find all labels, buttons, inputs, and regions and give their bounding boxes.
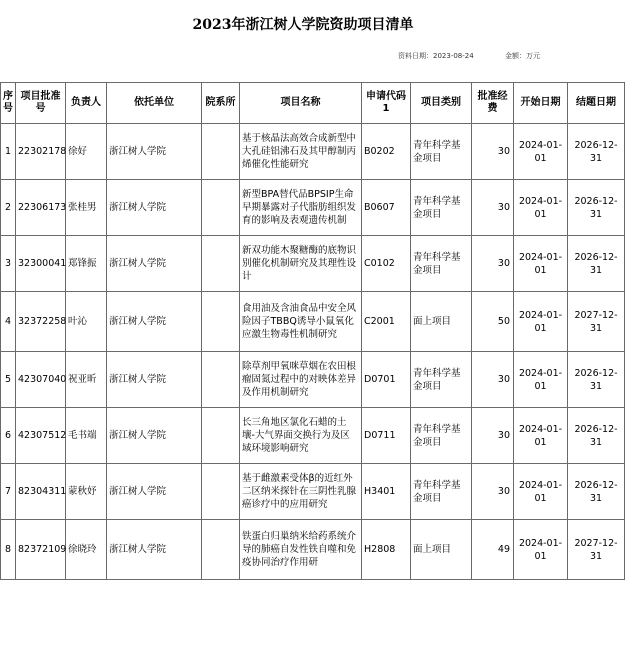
end-date-cell: 2026-12-31 <box>568 408 625 464</box>
apply-code-cell: D0711 <box>362 408 411 464</box>
end-date-cell: 2026-12-31 <box>568 464 625 520</box>
page-title: 2023年浙江树人学院资助项目清单 <box>192 17 414 33</box>
project-type-cell: 青年科学基金项目 <box>411 352 472 408</box>
project-name-cell: 新双功能木聚糖酶的底物识别催化机制研究及其理性设计 <box>240 236 362 292</box>
header-code: 申请代码1 <box>362 83 411 124</box>
project-name-cell: 基于雌激素受体β的近红外二区纳米探针在三阴性乳腺癌诊疗中的应用研究 <box>240 464 362 520</box>
row-no-cell: 3 <box>1 236 16 292</box>
fund-amount-cell: 30 <box>472 352 514 408</box>
pi-name-cell: 毛书端 <box>66 408 107 464</box>
fund-amount-cell: 50 <box>472 292 514 352</box>
row-no-cell: 7 <box>1 464 16 520</box>
start-date-cell: 2024-01-01 <box>514 464 568 520</box>
header-fund: 批准经费 <box>472 83 514 124</box>
header-project-id: 项目批准号 <box>16 83 66 124</box>
apply-code-cell: C2001 <box>362 292 411 352</box>
project-name-cell: 长三角地区氯化石蜡的土壤-大气界面交换行为及区域环境影响研究 <box>240 408 362 464</box>
project-id-cell: 42307512 <box>16 408 66 464</box>
project-type-cell: 青年科学基金项目 <box>411 408 472 464</box>
header-end: 结题日期 <box>568 83 625 124</box>
date-value: 2023-08-24 <box>433 52 474 60</box>
table-row <box>1 124 625 180</box>
project-type-cell: 面上项目 <box>411 520 472 580</box>
row-no-cell: 5 <box>1 352 16 408</box>
dept-name-cell <box>202 292 240 352</box>
fund-amount-cell: 49 <box>472 520 514 580</box>
table-row <box>1 352 625 408</box>
header-project-name: 项目名称 <box>240 83 362 124</box>
apply-code-cell: B0607 <box>362 180 411 236</box>
dept-name-cell <box>202 124 240 180</box>
funding-table <box>0 82 625 580</box>
header-no: 序号 <box>1 83 16 124</box>
header-dept: 院系所 <box>202 83 240 124</box>
project-id-cell: 82304311 <box>16 464 66 520</box>
project-name-cell: 新型BPA替代品BPSIP生命早期暴露对子代脂肪组织发育的影响及表观遗传机制 <box>240 180 362 236</box>
unit-meta <box>505 51 540 61</box>
start-date-cell: 2024-01-01 <box>514 180 568 236</box>
fund-amount-cell: 30 <box>472 464 514 520</box>
pi-name-cell: 蒙秋妤 <box>66 464 107 520</box>
project-name-cell: 食用油及含油食品中安全风险因子TBBQ诱导小鼠氧化应激生物毒性机制研究 <box>240 292 362 352</box>
row-no-cell: 1 <box>1 124 16 180</box>
project-type-cell: 青年科学基金项目 <box>411 236 472 292</box>
dept-name-cell <box>202 464 240 520</box>
project-id-cell: 82372109 <box>16 520 66 580</box>
project-name-cell: 除草剂甲氧咪草烟在农田根瘤固氮过程中的对映体差异及作用机制研究 <box>240 352 362 408</box>
org-name-cell: 浙江树人学院 <box>107 236 202 292</box>
end-date-cell: 2026-12-31 <box>568 124 625 180</box>
row-no-cell: 2 <box>1 180 16 236</box>
fund-amount-cell: 30 <box>472 180 514 236</box>
start-date-cell: 2024-01-01 <box>514 292 568 352</box>
dept-name-cell <box>202 408 240 464</box>
date-meta <box>398 51 474 61</box>
apply-code-cell: D0701 <box>362 352 411 408</box>
org-name-cell: 浙江树人学院 <box>107 464 202 520</box>
header-type: 项目类别 <box>411 83 472 124</box>
table-row <box>1 520 625 580</box>
project-id-cell: 32300041 <box>16 236 66 292</box>
pi-name-cell: 徐晓玲 <box>66 520 107 580</box>
pi-name-cell: 郑锋振 <box>66 236 107 292</box>
fund-amount-cell: 30 <box>472 408 514 464</box>
end-date-cell: 2027-12-31 <box>568 292 625 352</box>
org-name-cell: 浙江树人学院 <box>107 124 202 180</box>
org-name-cell: 浙江树人学院 <box>107 292 202 352</box>
header-org: 依托单位 <box>107 83 202 124</box>
row-no-cell: 4 <box>1 292 16 352</box>
start-date-cell: 2024-01-01 <box>514 352 568 408</box>
project-name-cell: 铁蛋白归巢纳米给药系统介导的肺癌自发性铁自噬和免疫协同治疗作用研 <box>240 520 362 580</box>
table-header-row <box>1 83 625 124</box>
project-id-cell: 22302178 <box>16 124 66 180</box>
apply-code-cell: H2808 <box>362 520 411 580</box>
header-start: 开始日期 <box>514 83 568 124</box>
pi-name-cell: 叶沁 <box>66 292 107 352</box>
unit-value: 万元 <box>526 52 540 60</box>
pi-name-cell: 祝亚昕 <box>66 352 107 408</box>
date-label: 资料日期： <box>398 52 433 60</box>
table-row <box>1 464 625 520</box>
project-type-cell: 青年科学基金项目 <box>411 180 472 236</box>
dept-name-cell <box>202 520 240 580</box>
table-row <box>1 292 625 352</box>
dept-name-cell <box>202 180 240 236</box>
pi-name-cell: 张桂男 <box>66 180 107 236</box>
org-name-cell: 浙江树人学院 <box>107 520 202 580</box>
org-name-cell: 浙江树人学院 <box>107 180 202 236</box>
project-type-cell: 青年科学基金项目 <box>411 464 472 520</box>
end-date-cell: 2026-12-31 <box>568 236 625 292</box>
project-name-cell: 基于核晶法高效合成新型中大孔硅铝沸石及其甲醇制丙烯催化性能研究 <box>240 124 362 180</box>
fund-amount-cell: 30 <box>472 236 514 292</box>
unit-label: 金额： <box>505 52 526 60</box>
pi-name-cell: 徐好 <box>66 124 107 180</box>
apply-code-cell: C0102 <box>362 236 411 292</box>
start-date-cell: 2024-01-01 <box>514 124 568 180</box>
apply-code-cell: B0202 <box>362 124 411 180</box>
end-date-cell: 2026-12-31 <box>568 180 625 236</box>
table-row <box>1 408 625 464</box>
table-row <box>1 236 625 292</box>
apply-code-cell: H3401 <box>362 464 411 520</box>
start-date-cell: 2024-01-01 <box>514 520 568 580</box>
end-date-cell: 2026-12-31 <box>568 352 625 408</box>
project-id-cell: 32372258 <box>16 292 66 352</box>
start-date-cell: 2024-01-01 <box>514 236 568 292</box>
start-date-cell: 2024-01-01 <box>514 408 568 464</box>
project-id-cell: 22306173 <box>16 180 66 236</box>
project-id-cell: 42307040 <box>16 352 66 408</box>
org-name-cell: 浙江树人学院 <box>107 408 202 464</box>
project-type-cell: 面上项目 <box>411 292 472 352</box>
row-no-cell: 8 <box>1 520 16 580</box>
dept-name-cell <box>202 236 240 292</box>
dept-name-cell <box>202 352 240 408</box>
table-row <box>1 180 625 236</box>
row-no-cell: 6 <box>1 408 16 464</box>
end-date-cell: 2027-12-31 <box>568 520 625 580</box>
org-name-cell: 浙江树人学院 <box>107 352 202 408</box>
fund-amount-cell: 30 <box>472 124 514 180</box>
header-pi: 负责人 <box>66 83 107 124</box>
project-type-cell: 青年科学基金项目 <box>411 124 472 180</box>
